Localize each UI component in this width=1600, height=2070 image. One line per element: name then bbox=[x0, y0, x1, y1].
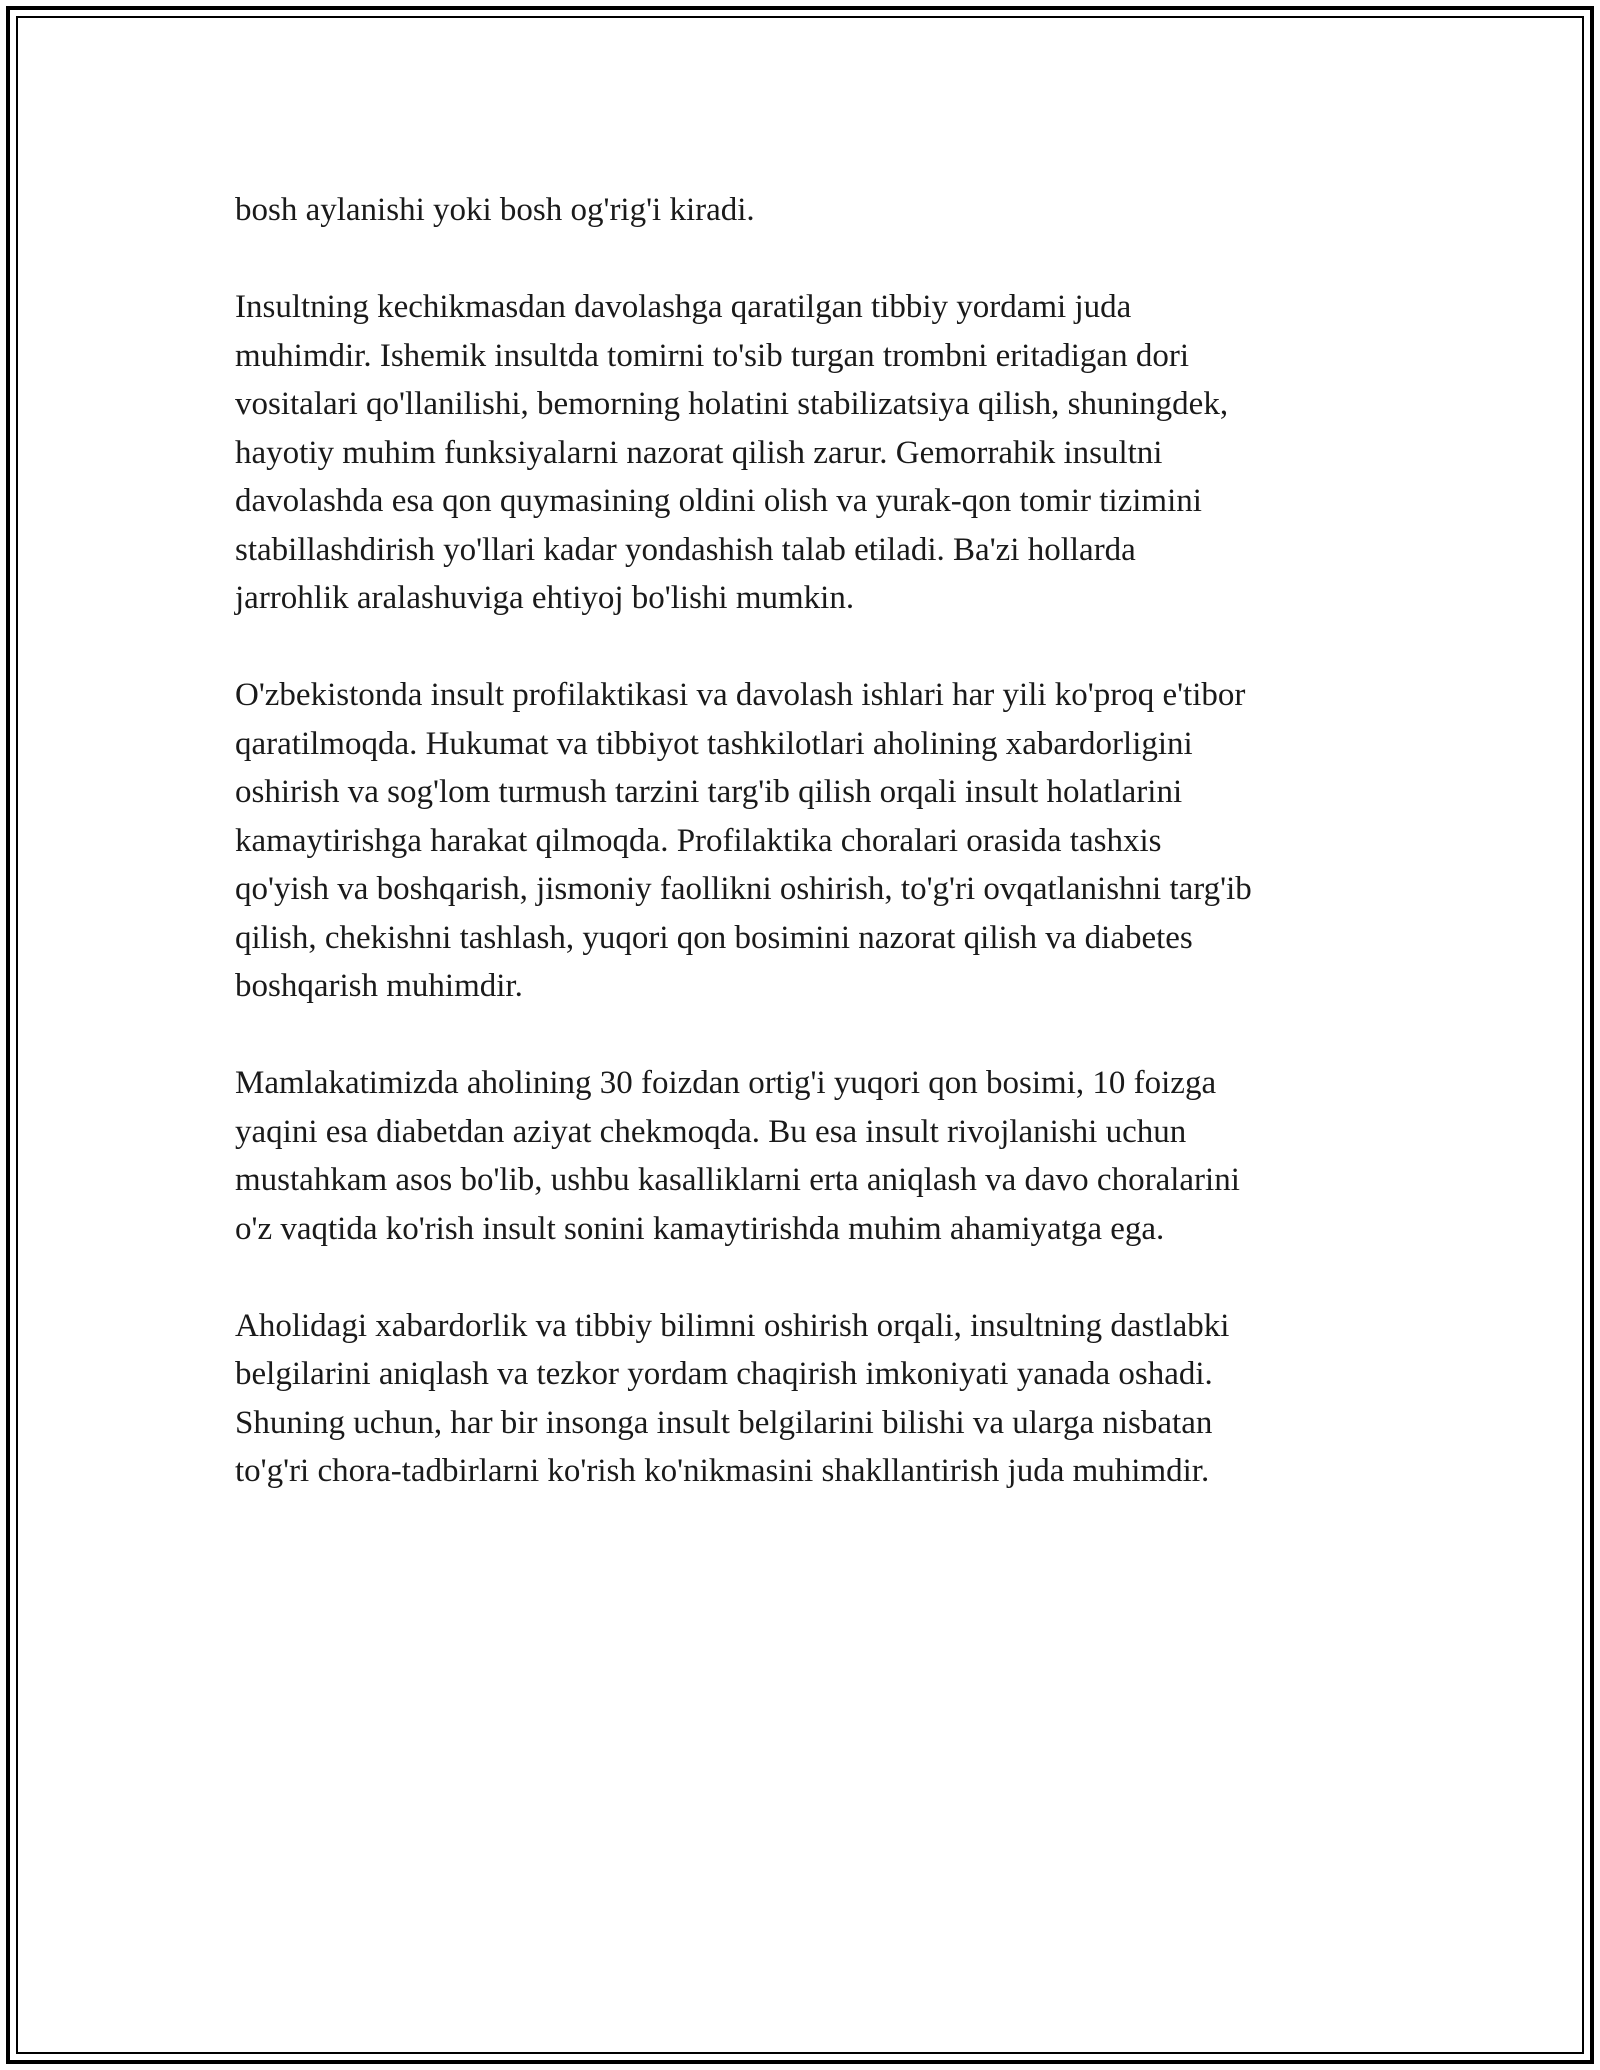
text-line: qilish, chekishni tashlash, yuqori qon bosimini nazorat qilish va diabetes bbox=[235, 919, 1193, 956]
text-line: oshirish va sog'lom turmush tarzini targ'ib qilish orqali insult holatlarini bbox=[235, 774, 1183, 810]
text-line: Insultning kechikmasdan davolashga qaratilgan tibbiy yordami juda bbox=[235, 289, 1132, 325]
text-line: muhimdir. Ishemik insultda tomirni to'sib turgan trombni eritadigan dori bbox=[235, 337, 1189, 374]
text-line: Mamlakatimizda aholining 30 foizdan ortig'i yuqori qon bosimi, 10 foizga bbox=[235, 1065, 1217, 1101]
text-line: Aholidagi xabardorlik va tibbiy bilimni oshirish orqali, insultning dastlabki bbox=[235, 1307, 1230, 1344]
text-line: yaqini esa diabetdan aziyat chekmoqda. Bu esa insult rivojlanishi uchun bbox=[235, 1113, 1187, 1150]
text-line: davolashda esa qon quymasining oldini olish va yurak-qon tomir tizimini bbox=[235, 483, 1202, 519]
text-line: qo'yish va boshqarish, jismoniy faollikni oshirish, to'g'ri ovqatlanishni targ'ib bbox=[235, 871, 1252, 907]
text-line: o'z vaqtida ko'rish insult sonini kamaytirishda muhim ahamiyatga ega. bbox=[235, 1210, 1165, 1247]
text-line: O'zbekistonda insult profilaktikasi va davolash ishlari har yili ko'proq e'tibor bbox=[235, 677, 1246, 713]
text-line: bosh aylanishi yoki bosh og'rig'i kiradi. bbox=[235, 192, 755, 228]
document-body bbox=[235, 186, 1385, 1496]
paragraph bbox=[235, 283, 1385, 623]
text-line: kamaytirishga harakat qilmoqda. Profilaktika choralari orasida tashxis bbox=[235, 822, 1162, 859]
paragraph bbox=[235, 1059, 1385, 1253]
text-line: to'g'ri chora-tadbirlarni ko'rish ko'nikmasini shakllantirish juda muhimdir. bbox=[235, 1453, 1210, 1489]
text-line: stabillashdirish yo'llari kadar yondashish talab etiladi. Ba'zi hollarda bbox=[235, 531, 1136, 568]
text-line: vositalari qo'llanilishi, bemorning holatini stabilizatsiya qilish, shuningdek, bbox=[235, 386, 1229, 422]
text-line: qaratilmoqda. Hukumat va tibbiyot tashkilotlari aholining xabardorligini bbox=[235, 725, 1193, 762]
paragraph bbox=[235, 1302, 1385, 1496]
text-line: Shuning uchun, har bir insonga insult belgilarini bilishi va ularga nisbatan bbox=[235, 1404, 1213, 1441]
text-line: belgilarini aniqlash va tezkor yordam chaqirish imkoniyati yanada oshadi. bbox=[235, 1356, 1213, 1392]
text-line: boshqarish muhimdir. bbox=[235, 968, 523, 1004]
paragraph bbox=[235, 671, 1385, 1011]
paragraph bbox=[235, 186, 1385, 235]
text-line: mustahkam asos bo'lib, ushbu kasalliklarni erta aniqlash va davo choralarini bbox=[235, 1162, 1240, 1198]
text-line: jarrohlik aralashuviga ehtiyoj bo'lishi mumkin. bbox=[235, 580, 855, 616]
text-line: hayotiy muhim funksiyalarni nazorat qilish zarur. Gemorrahik insultni bbox=[235, 434, 1163, 471]
